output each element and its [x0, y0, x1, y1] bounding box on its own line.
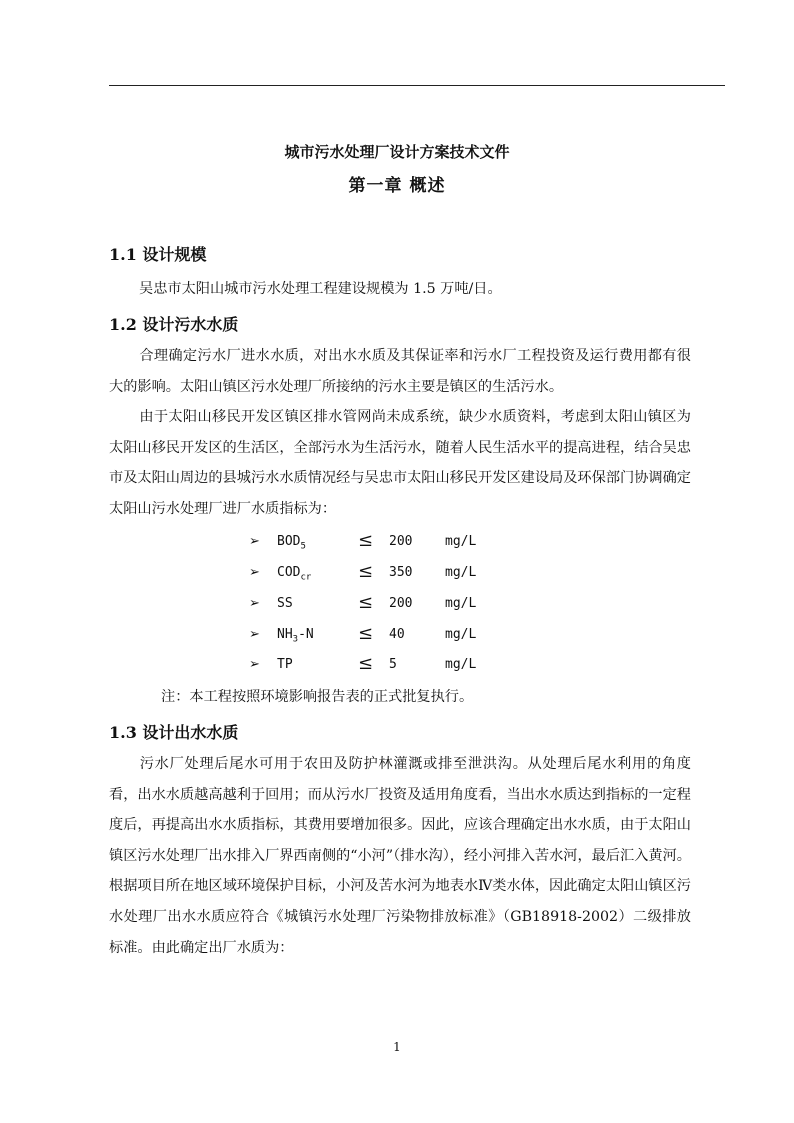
section-heading-1-2: 1.2 设计污水水质	[109, 315, 239, 334]
paragraph-text: 由于太阳山移民开发区镇区排水管网尚未成系统，缺少水质资料，考虑到太阳山镇区为太阳山移民开发区的生活区，全部污水为生活污水，随着人民生活水平的提高进程，结合吴忠市及太阳山周边的县城污水水质情况经与吴忠市太阳山移民开发区建设局及环保部门协调确定太阳山污水处理厂进厂水质指标为：	[109, 409, 691, 517]
indicator-name: TP	[277, 657, 293, 672]
indicator-unit: mg/L	[445, 534, 477, 549]
arrow-bullet-icon: ➢	[249, 534, 260, 549]
indicator-value: 5	[389, 657, 397, 672]
indicator-name: $COD_{cr}$	[277, 565, 312, 583]
arrow-bullet-icon: ➢	[249, 565, 260, 580]
paragraph-text: 合理确定污水厂进水水质，对出水水质及其保证率和污水厂工程投资及运行费用都有很大的影响。太阳山镇区污水处理厂所接纳的污水主要是镇区的生活污水。	[109, 348, 691, 395]
indicator-value: 200	[389, 534, 413, 549]
section-1-2-paragraph-2	[109, 402, 691, 524]
indicator-unit: mg/L	[445, 596, 477, 611]
indicator-value: 200	[389, 596, 413, 611]
document-title: 城市污水处理厂设计方案技术文件	[284, 143, 510, 161]
arrow-bullet-icon: ➢	[249, 596, 260, 611]
page-number: 1	[393, 1040, 401, 1054]
indicator-operator: ≤	[358, 592, 374, 613]
indicator-operator: ≤	[358, 653, 374, 674]
indicator-unit: mg/L	[445, 657, 477, 672]
indicator-operator: ≤	[358, 623, 374, 644]
indicator-name: $NH_3-N$	[277, 627, 314, 645]
section-1-3-paragraph	[109, 749, 691, 963]
indicator-unit: mg/L	[445, 565, 477, 580]
section-heading-1-3: 1.3 设计出水水质	[109, 723, 239, 742]
indicator-unit: mg/L	[445, 627, 477, 642]
chapter-heading: 第一章 概述	[348, 176, 446, 196]
paragraph-text: 污水厂处理后尾水可用于农田及防护林灌溉或排至泄洪沟。从处理后尾水利用的角度看，出水水质越高越利于回用；而从污水厂投资及适用角度看，当出水水质达到指标的一定程度后，再提高出水水质指标，其费用要增加很多。因此，应该合理确定出水水质，由于太阳山镇区污水处理厂出水排入厂界西南侧的“小河”（排水沟），经小河排入苦水河，最后汇入黄河。根据项目所在地区域环境保护目标，小河及苦水河为地表水Ⅳ类水体，因此确定太阳山镇区污水处理厂出水水质应符合《城镇污水处理厂污染物排放标准》（GB18918-2002）二级排放标准。由此确定出厂水质为：	[109, 756, 691, 956]
arrow-bullet-icon: ➢	[249, 657, 260, 672]
header-rule	[109, 85, 725, 86]
indicator-operator: ≤	[358, 530, 374, 551]
section-1-2-paragraph-1	[109, 341, 691, 402]
indicator-name: SS	[277, 596, 293, 611]
arrow-bullet-icon: ➢	[249, 627, 260, 642]
note-text: 注：本工程按照环境影响报告表的正式批复执行。	[161, 689, 474, 705]
indicator-value: 40	[389, 627, 405, 642]
indicator-value: 350	[389, 565, 413, 580]
indicator-name: $BOD_5$	[277, 534, 306, 552]
section-1-1-paragraph: 吴忠市太阳山城市污水处理工程建设规模为 1.5 万吨/日。	[139, 281, 502, 297]
section-heading-1-1: 1.1 设计规模	[109, 245, 207, 264]
indicator-operator: ≤	[358, 561, 374, 582]
